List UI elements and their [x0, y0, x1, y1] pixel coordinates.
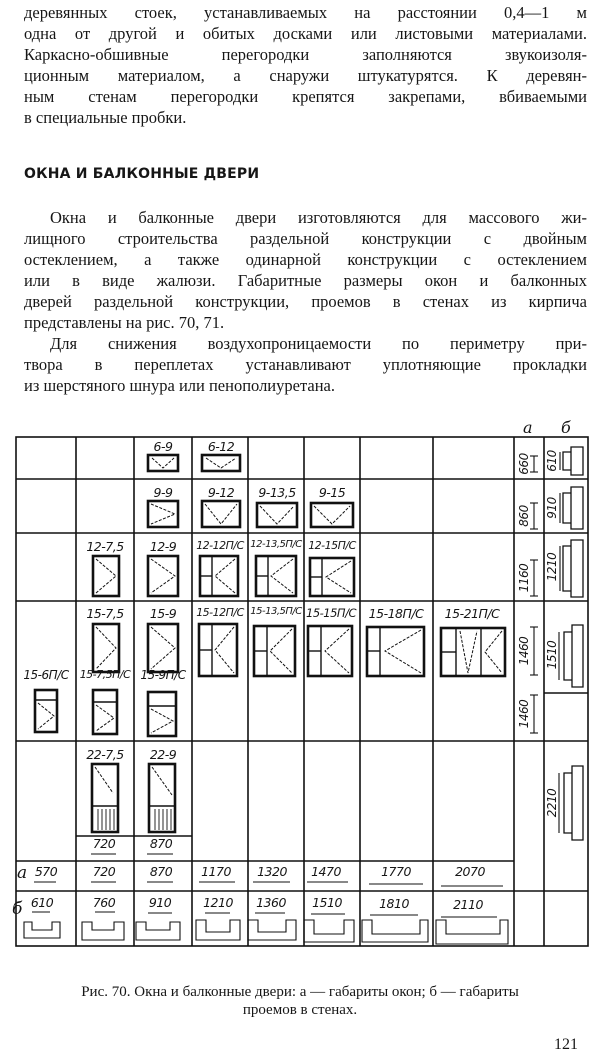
window-label: 12-7,5: [86, 539, 124, 554]
window-label: 15-12П/С: [196, 606, 244, 619]
text-line: или в виде жалюзи. Габаритные размеры окон и балконных: [24, 271, 587, 290]
caption-line: проемов в стенах.: [242, 1002, 358, 1018]
figure-windows-doors-table: [0, 415, 600, 960]
window-6-12: [202, 455, 240, 471]
width-a: 1770: [381, 864, 411, 879]
width-b: 610: [30, 895, 54, 910]
window-label: 12-13,5П/С: [250, 539, 302, 550]
text-line: в специальные пробки.: [24, 108, 187, 127]
text-line: деревянных стоек, устанавливаемых на расстоянии 0,4—1 м: [24, 3, 587, 22]
window-label: 15-18П/С: [368, 606, 424, 621]
width-a: 1320: [257, 864, 287, 879]
width-b: 1210: [203, 895, 233, 910]
window-label: 12-15П/С: [308, 539, 356, 552]
window-label: 15-21П/С: [444, 606, 500, 621]
height-b: 1510: [545, 640, 559, 670]
window-label: 15-13,5П/С: [250, 606, 302, 617]
text-line: остеклением, а также одинарной конструкции с остеклением: [24, 250, 587, 269]
window-label: 15-6П/С: [23, 668, 69, 682]
text-line: Для снижения воздухопроницаемости по периметру при-: [50, 334, 587, 353]
height-b: 910: [545, 497, 559, 519]
section-heading: ОКНА И БАЛКОННЫЕ ДВЕРИ: [24, 166, 260, 182]
height-a: 1160: [517, 563, 531, 593]
window-label: 9-15: [318, 485, 346, 500]
row-label-a: а: [17, 863, 28, 883]
text-line: лищного строительства раздельной конструкции с двойным: [24, 229, 587, 248]
figure-caption: [0, 983, 600, 1019]
window-label: 15-9: [149, 606, 177, 621]
window-label: 12-12П/С: [196, 539, 244, 552]
window-label: 9-13,5: [258, 485, 296, 500]
width-a: 2070: [455, 864, 485, 879]
paragraph-sealing: [24, 333, 587, 396]
height-b: 610: [545, 450, 559, 472]
window-6-9: [148, 455, 178, 471]
text-line: ным стенам перегородки крепятся закрепами, вбиваемыми: [24, 87, 587, 106]
height-a: 860: [517, 505, 531, 527]
text-line: Каркасно-обшивные перегородки заполняются звукоизоля-: [24, 45, 587, 64]
door-label: 22-9: [149, 747, 177, 762]
width-b: 2110: [453, 897, 483, 912]
figure-grid-drawing: [0, 415, 600, 960]
width-b: 1360: [256, 895, 286, 910]
window-label: 6-9: [153, 439, 173, 454]
text-line: представлены на рис. 70, 71.: [24, 313, 225, 332]
width-b: 760: [92, 895, 116, 910]
text-line: ционным материалом, а снаружи штукатурятся. К деревян-: [24, 66, 587, 85]
width-a: 570: [34, 864, 58, 879]
height-a: 660: [517, 453, 531, 475]
row-label-b: б: [12, 899, 23, 919]
width-b: 910: [148, 895, 172, 910]
width-a: 1170: [201, 864, 231, 879]
door-width: 720: [92, 836, 116, 851]
text-line: из шерстяного шнура или пенополиуретана.: [24, 376, 335, 395]
intro-paragraph: [24, 2, 587, 128]
width-a: 1470: [311, 864, 341, 879]
height-a: 1460: [517, 636, 531, 666]
window-label: 15-7,5П/С: [79, 668, 131, 681]
width-a: 720: [92, 864, 116, 879]
window-label: 15-15П/С: [306, 606, 356, 620]
text-line: одна от другой и обитых досками или листовыми материалами.: [24, 24, 587, 43]
window-label: 9-9: [153, 485, 173, 500]
width-b: 1510: [312, 895, 342, 910]
width-b: 1810: [379, 896, 409, 911]
height-b: 2210: [545, 788, 559, 818]
height-b: 1210: [545, 552, 559, 582]
door-width: 870: [149, 836, 173, 851]
height-a: 1460: [517, 699, 531, 729]
text-line: Окна и балконные двери изготовляются для массового жи-: [50, 208, 587, 227]
window-label: 12-9: [149, 539, 177, 554]
window-label: 15-7,5: [86, 606, 124, 621]
door-label: 22-7,5: [86, 747, 124, 762]
text-line: твора в переплетах устанавливают уплотняющие прокладки: [24, 355, 587, 374]
window-label: 9-12: [207, 485, 235, 500]
width-a: 870: [149, 864, 173, 879]
window-label: 15-9П/С: [140, 668, 186, 682]
page-number: 121: [554, 1036, 578, 1053]
column-header-a: а: [523, 418, 533, 437]
column-header-b: б: [561, 418, 571, 437]
paragraph-windows: [24, 207, 587, 333]
window-label: 6-12: [207, 439, 235, 454]
caption-line: Рис. 70. Окна и балконные двери: а — габариты окон; б — габариты: [81, 984, 519, 1000]
text-line: дверей раздельной конструкции, проемов в стенах из кирпича: [24, 292, 587, 311]
